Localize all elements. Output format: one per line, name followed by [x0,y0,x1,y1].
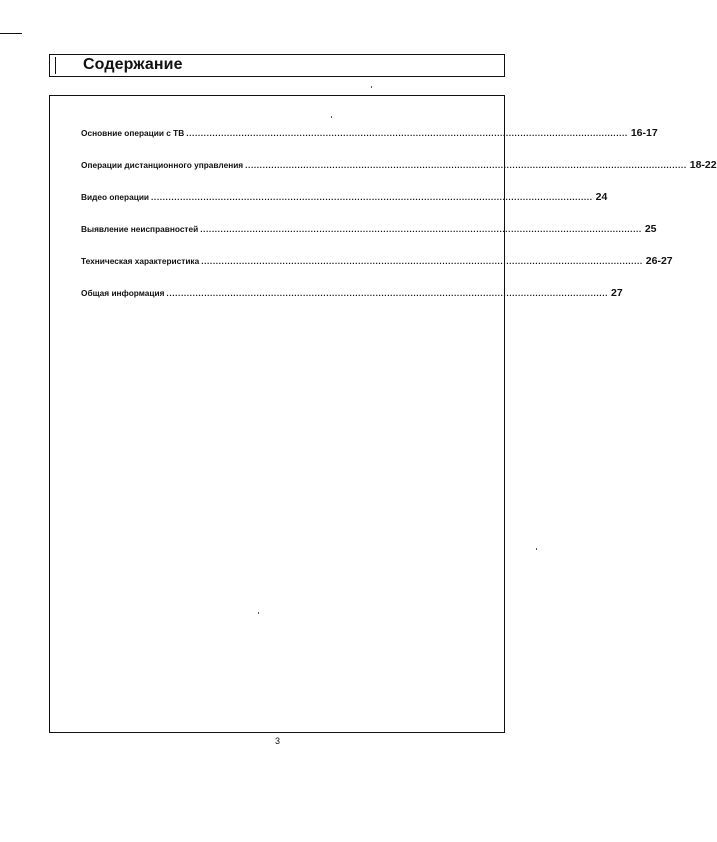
contents-box [49,95,717,733]
toc-leader-dots: ........................................................................................................................................................ [200,224,642,234]
title-box [49,54,505,77]
toc-leader-dots: ........................................................................................................................................................ [166,288,609,298]
toc-entry-label: Основние операции с ТВ [81,128,185,138]
toc-entry-label: Видео операции [81,192,150,202]
corner-mark [0,33,22,34]
toc-entry-page: 27 [611,287,623,299]
toc-entry[interactable] [81,223,657,237]
title-left-rule [55,57,56,74]
toc-entry-label: Техническая характеристика [81,256,200,266]
toc-entry-page: 24 [595,191,608,203]
toc-leader-dots: ........................................................................................................................................................ [186,128,628,138]
toc-entry-label: Выявление неисправностей [81,224,199,234]
page-title: Содержание [83,56,183,73]
scan-speck [536,548,537,550]
toc-leader-dots: ........................................................................................................................................................ [245,160,687,170]
toc-entry[interactable] [81,191,608,205]
toc-entry[interactable] [81,287,623,301]
page-number: 3 [274,736,280,746]
scan-speck [331,116,332,118]
scan-speck [371,86,372,88]
toc-entry-page: 25 [644,223,657,235]
toc-entry[interactable] [81,255,673,269]
toc-entry-label: Общая информация [81,288,165,298]
toc-entry[interactable] [81,127,658,141]
toc-entry-page: 16-17 [630,127,658,139]
toc-entry-page: 26-27 [645,255,673,267]
toc-leader-dots: ........................................................................................................................................................ [201,256,643,266]
toc-entry[interactable] [81,159,717,173]
toc-entry-label: Операции дистанционного управления [81,160,244,170]
scan-speck [258,612,259,614]
toc-leader-dots: ........................................................................................................................................................ [151,192,593,202]
toc-entry-page: 18-22 [689,159,717,171]
